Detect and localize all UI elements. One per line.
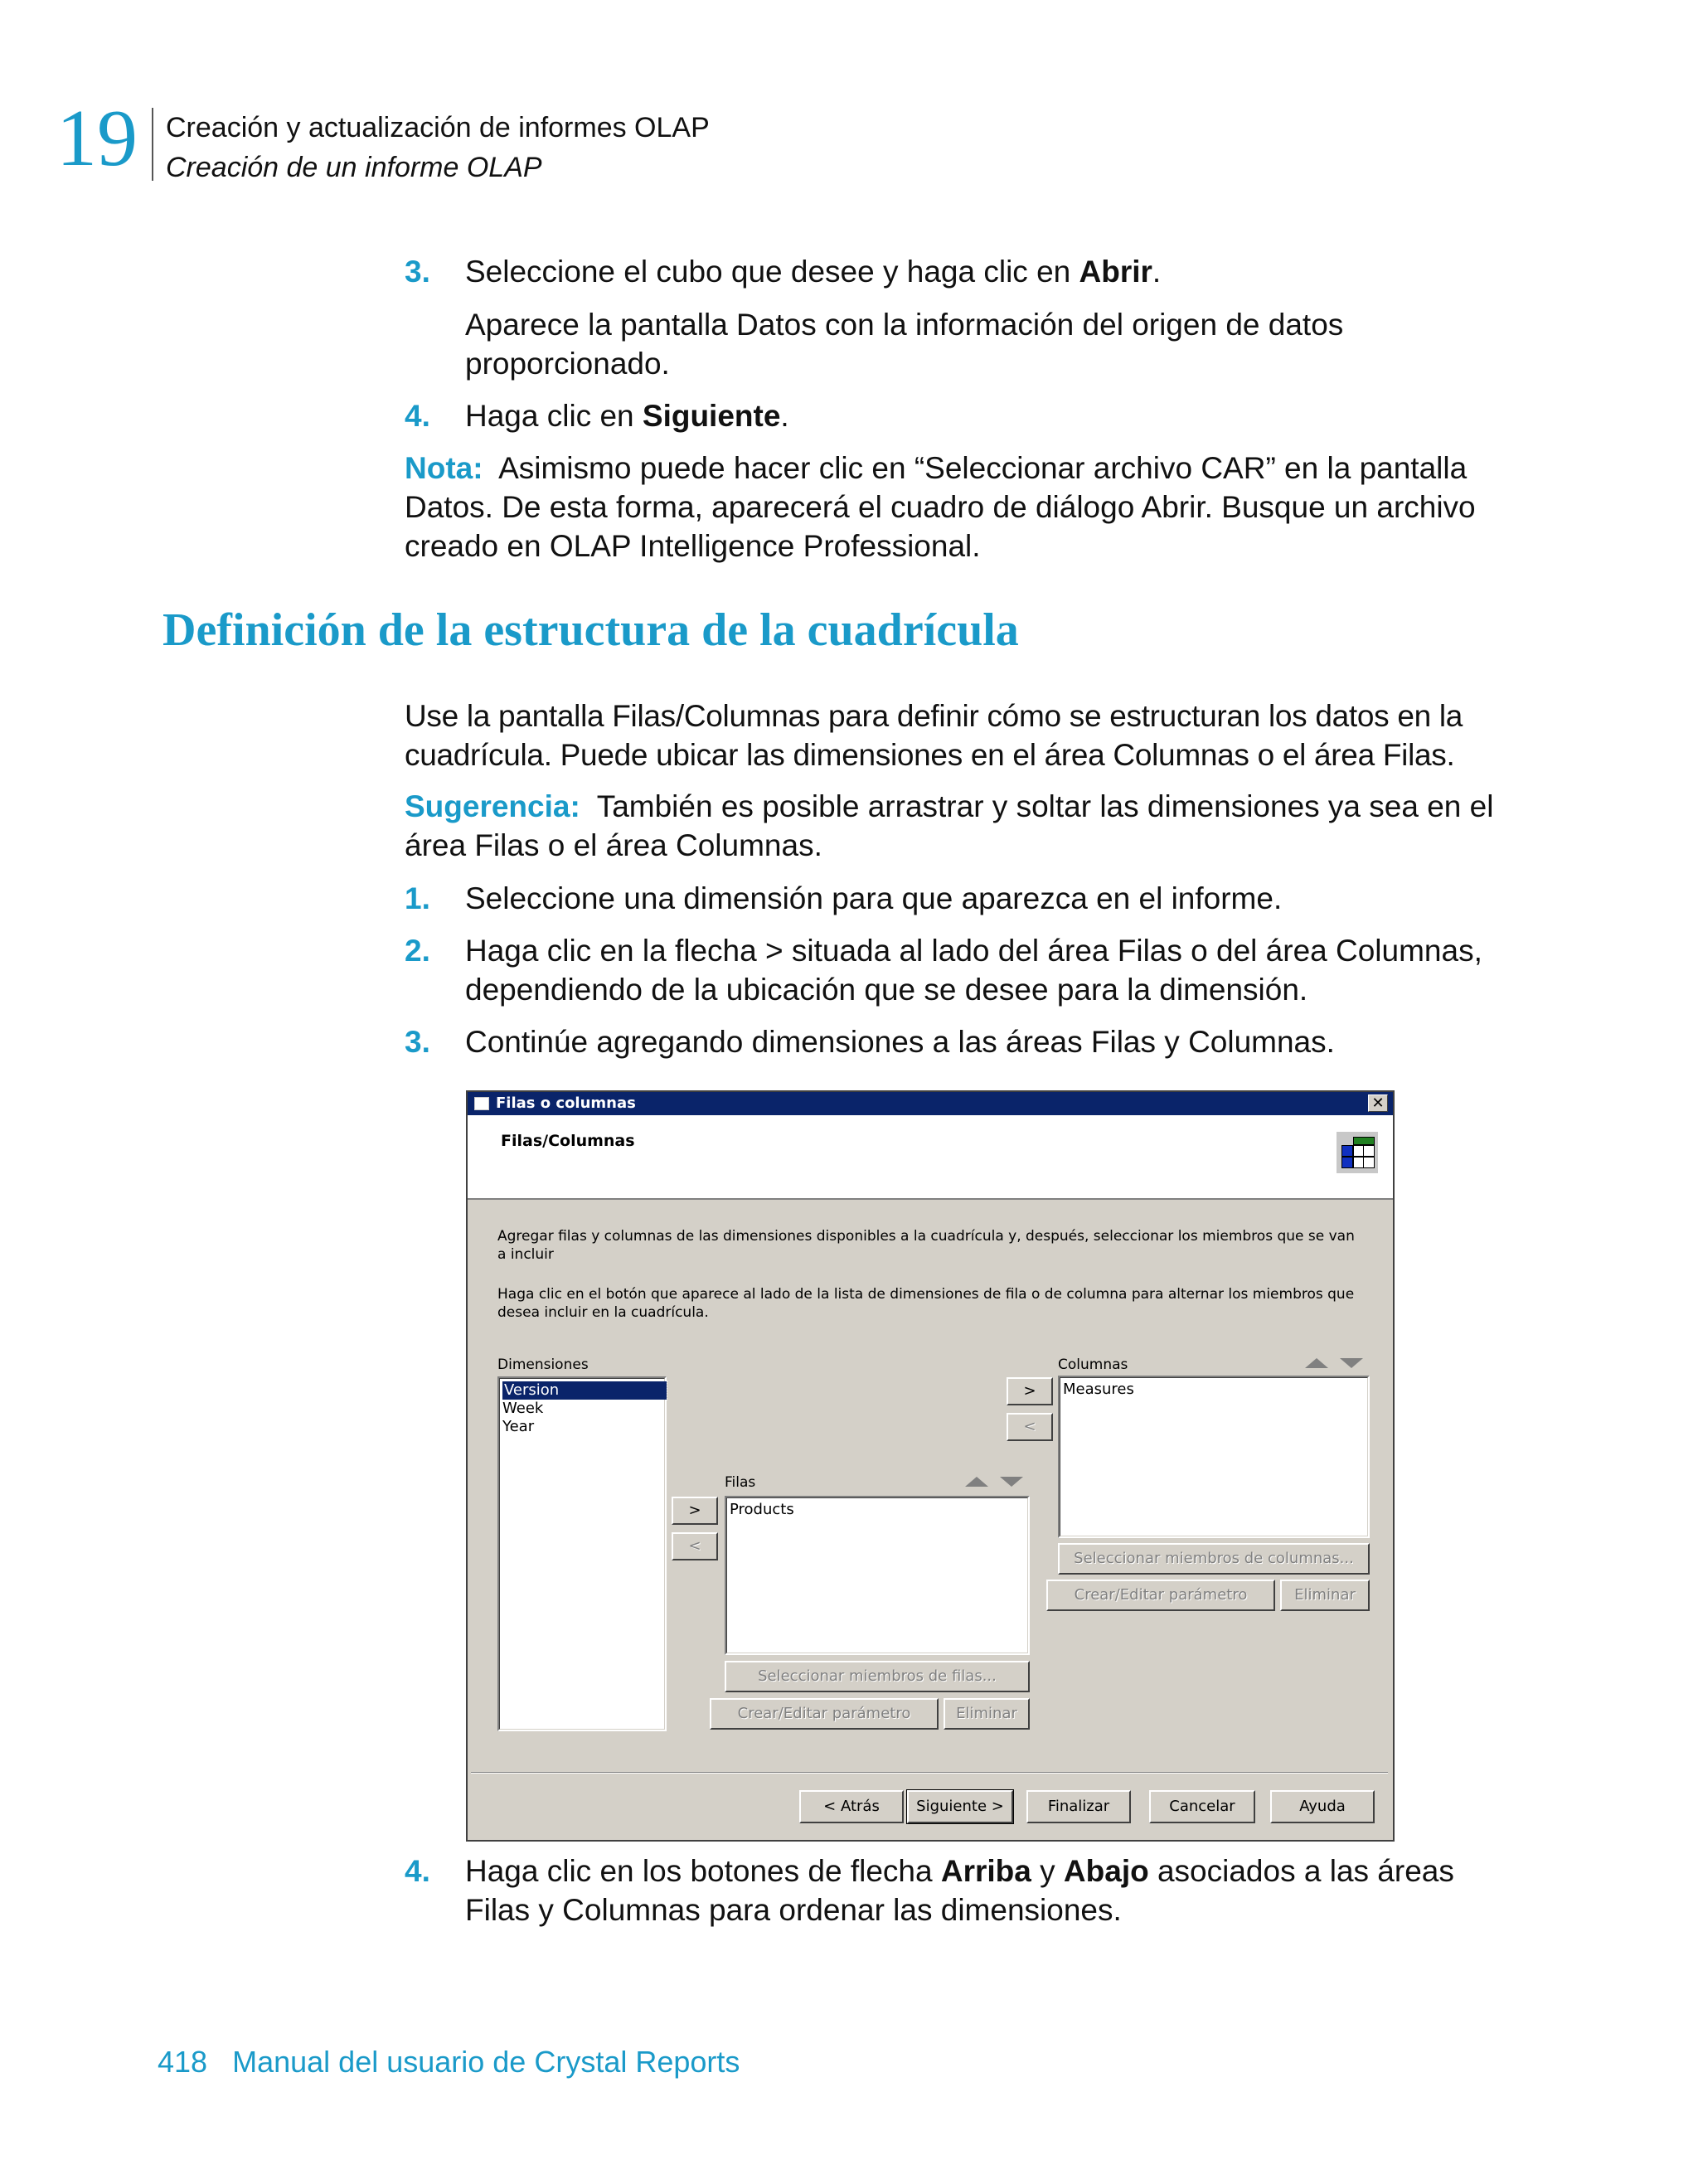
columns-delete-button[interactable]: Eliminar [1280, 1580, 1370, 1611]
list-item[interactable]: Measures [1063, 1381, 1134, 1398]
page-number: 418 [158, 2045, 208, 2079]
list-item[interactable]: Products [730, 1501, 794, 1518]
note [405, 449, 1499, 565]
rows-list[interactable] [725, 1496, 1030, 1655]
add-to-columns-button[interactable]: > [1007, 1377, 1053, 1405]
step-4b-text: Haga clic en los botones de flecha Arriba y Abajo asociados a las áreas Filas y Columnas para ordenar las dimensiones. [465, 1854, 1454, 1927]
tip-label: Sugerencia: [405, 789, 580, 823]
remove-from-rows-button[interactable]: < [672, 1532, 718, 1560]
dimensions-label: Dimensiones [497, 1357, 589, 1373]
section-title: Creación de un informe OLAP [166, 152, 542, 183]
rows-delete-button[interactable]: Eliminar [944, 1698, 1030, 1730]
rows-create-edit-param-button[interactable]: Crear/Editar parámetro [710, 1698, 939, 1730]
grid-icon [1337, 1132, 1378, 1173]
step-number: 1. [405, 881, 430, 915]
next-button[interactable]: Siguiente > [907, 1790, 1013, 1823]
instruction-text-1: Agregar filas y columnas de las dimensiones disponibles a la cuadrícula y, después, seleccionar los miembros que se van a incluir [497, 1228, 1355, 1263]
step-3-number [405, 252, 430, 291]
step-4-text: Haga clic en Siguiente. [465, 399, 789, 433]
tip [405, 787, 1507, 865]
section-heading: Definición de la estructura de la cuadrícula [163, 604, 1019, 656]
chapter-number: 19 [56, 94, 138, 183]
list-item[interactable]: Week [502, 1400, 544, 1417]
window-icon [474, 1097, 489, 1110]
dialog-titlebar [468, 1092, 1393, 1115]
step-4-number: 4. [405, 399, 430, 433]
columns-move-up-icon[interactable] [1305, 1358, 1328, 1368]
note-label: Nota: [405, 451, 483, 485]
dialog-title: Filas o columnas [496, 1094, 636, 1112]
rows-columns-dialog [466, 1090, 1395, 1842]
rows-move-up-icon[interactable] [965, 1477, 988, 1487]
select-row-members-button[interactable]: Seleccionar miembros de filas... [725, 1661, 1030, 1692]
tip-text: También es posible arrastrar y soltar las dimensiones ya sea en el área Filas o el área Columnas. [405, 789, 1494, 862]
instruction-text-2: Haga clic en el botón que aparece al lado de la lista de dimensiones de fila o de columna para alternar los miembros que desea incluir en la cuadrícula. [497, 1286, 1355, 1321]
columns-move-down-icon[interactable] [1340, 1358, 1363, 1368]
step-3-text: Seleccione el cubo que desee y haga clic en Abrir. [465, 255, 1162, 289]
dialog-header-title: Filas/Columnas [501, 1132, 635, 1150]
columns-label: Columnas [1058, 1357, 1128, 1373]
step-number: 3. [405, 255, 430, 289]
columns-list[interactable] [1058, 1376, 1370, 1538]
chapter-divider [152, 108, 153, 181]
close-icon[interactable]: ✕ [1368, 1094, 1388, 1112]
step-number: 2. [405, 934, 430, 968]
page-footer [158, 2045, 740, 2080]
manual-title: Manual del usuario de Crystal Reports [232, 2045, 740, 2079]
step-1-text: Seleccione una dimensión para que aparezca en el informe. [465, 881, 1283, 915]
step-number: 4. [405, 1854, 430, 1888]
dialog-header [468, 1115, 1393, 1200]
add-to-rows-button[interactable]: > [672, 1497, 718, 1525]
rows-label: Filas [725, 1474, 756, 1491]
step-3b-text: Continúe agregando dimensiones a las áreas Filas y Columnas. [465, 1025, 1335, 1059]
finish-button[interactable]: Finalizar [1026, 1790, 1131, 1823]
list-item[interactable]: Year [502, 1418, 535, 1435]
footer-divider [471, 1772, 1388, 1774]
section-intro: Use la pantalla Filas/Columnas para definir cómo se estructuran los datos en la cuadrícula. Puede ubicar las dimensiones en el área Columnas o el área Filas. [405, 699, 1463, 772]
back-button[interactable]: < Atrás [799, 1790, 904, 1823]
cancel-button[interactable]: Cancelar [1149, 1790, 1255, 1823]
select-column-members-button[interactable]: Seleccionar miembros de columnas... [1058, 1543, 1370, 1575]
list-item[interactable]: Version [502, 1381, 667, 1400]
rows-move-down-icon[interactable] [1000, 1477, 1023, 1487]
columns-create-edit-param-button[interactable]: Crear/Editar parámetro [1046, 1580, 1275, 1611]
chapter-title: Creación y actualización de informes OLAP [166, 112, 710, 143]
remove-from-columns-button[interactable]: < [1007, 1413, 1053, 1441]
note-text: Asimismo puede hacer clic en “Seleccionar archivo CAR” en la pantalla Datos. De esta forma, aparecerá el cuadro de diálogo Abrir. Busque un archivo creado en OLAP Intelligence Professional. [405, 451, 1476, 563]
step-2-text: Haga clic en la flecha > situada al lado del área Filas o del área Columnas, dependiendo de la ubicación que se desee para la dimensión. [465, 934, 1482, 1007]
help-button[interactable]: Ayuda [1270, 1790, 1375, 1823]
step-3-result: Aparece la pantalla Datos con la información del origen de datos proporcionado. [465, 308, 1344, 381]
dimensions-list[interactable] [497, 1376, 667, 1731]
step-number: 3. [405, 1025, 430, 1059]
